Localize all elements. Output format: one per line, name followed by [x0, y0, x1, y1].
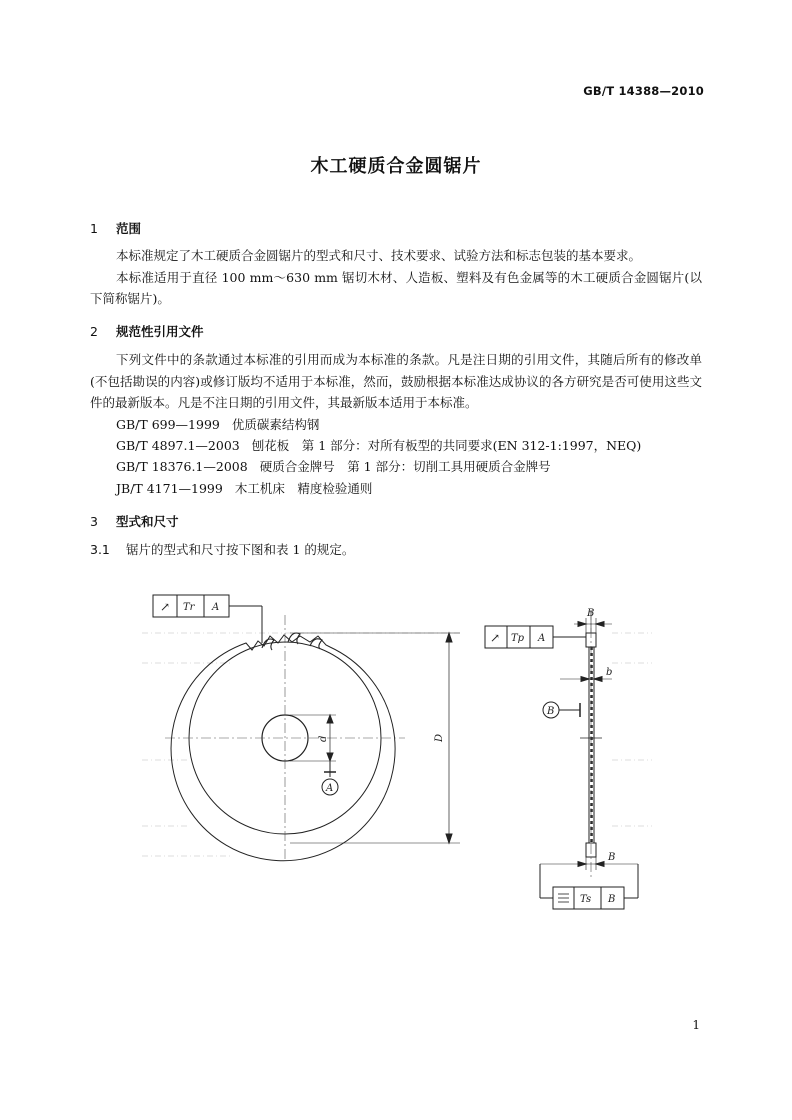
- tol-front-label: Tr: [183, 602, 195, 613]
- dim-b-label: b: [606, 667, 613, 678]
- section-number: 3: [90, 514, 98, 529]
- tol-side-label: Tp: [511, 633, 525, 644]
- reference-name: 木工机床 精度检验通则: [234, 481, 373, 496]
- document-title: 木工硬质合金圆锯片: [310, 156, 482, 177]
- section-title: 范围: [116, 221, 142, 236]
- scope-paragraph: 本标准适用于直径 100 mm～630 mm 锯切木材、人造板、塑料及有色金属等的木工硬质合金圆锯片(以下简称锯片)。: [90, 269, 702, 306]
- dimension-B-top: [574, 618, 612, 633]
- tol-side-datum: A: [538, 633, 546, 644]
- tol-front-datum: A: [212, 602, 220, 613]
- reference-name: 刨花板 第 1 部分：对所有板型的共同要求(EN 312-1:1997，NEQ): [251, 438, 642, 453]
- tol-flat-datum: B: [608, 894, 616, 905]
- dimension-d: [290, 715, 336, 777]
- dim-B-bottom-label: B: [608, 852, 616, 863]
- normative-paragraph: 下列文件中的条款通过本标准的引用而成为本标准的条款。凡是注日期的引用文件，其随后所有的修改单(不包括勘误的内容)或修订版均不适用于本标准，然而，鼓励根据本标准达成协议的各方研究是否可使用这些文件的最新版本。凡是不注日期的引用文件，其最新版本适用于本标准。: [90, 352, 702, 410]
- tol-front-symbol: ↗: [160, 600, 171, 614]
- clause-text: 锯片的型式和尺寸按下图和表 1 的规定。: [126, 542, 355, 557]
- tol-side-symbol: ↗: [490, 631, 501, 645]
- dimension-B-bottom: [540, 857, 638, 898]
- datum-B-leader: [559, 703, 580, 717]
- datum-A-label: A: [326, 783, 334, 794]
- section-number: 1: [90, 221, 98, 236]
- blade-outer-edge: [171, 635, 395, 861]
- dim-d-label: d: [318, 735, 329, 742]
- reference-lines: [142, 633, 652, 856]
- front-center-lines: [165, 615, 405, 860]
- reference-code: GB/T 18376.1—2008: [116, 459, 248, 474]
- section-title: 规范性引用文件: [116, 324, 204, 339]
- dimension-b: [560, 677, 612, 682]
- clause-number: 3.1: [90, 542, 110, 557]
- section-number: 2: [90, 324, 98, 339]
- datum-B-label: B: [547, 706, 555, 717]
- tol-flat-label: Ts: [580, 894, 592, 905]
- standard-code: GB/T 14388—2010: [583, 84, 704, 98]
- reference-name: 硬质合金牌号 第 1 部分：切削工具用硬质合金牌号: [259, 459, 551, 474]
- reference-code: GB/T 699—1999: [116, 417, 220, 432]
- reference-name: 优质碳素结构钢: [231, 417, 320, 432]
- dim-D-label: D: [434, 733, 445, 742]
- reference-code: GB/T 4897.1—2003: [116, 438, 240, 453]
- tolerance-frame-side: [485, 626, 586, 648]
- section-title: 型式和尺寸: [116, 514, 179, 529]
- page-number: 1: [692, 1018, 700, 1032]
- scope-paragraph: 本标准规定了木工硬质合金圆锯片的型式和尺寸、技术要求、试验方法和标志包装的基本要求。: [116, 248, 642, 263]
- reference-code: JB/T 4171—1999: [116, 481, 223, 496]
- dim-B-top-label: B: [587, 608, 595, 619]
